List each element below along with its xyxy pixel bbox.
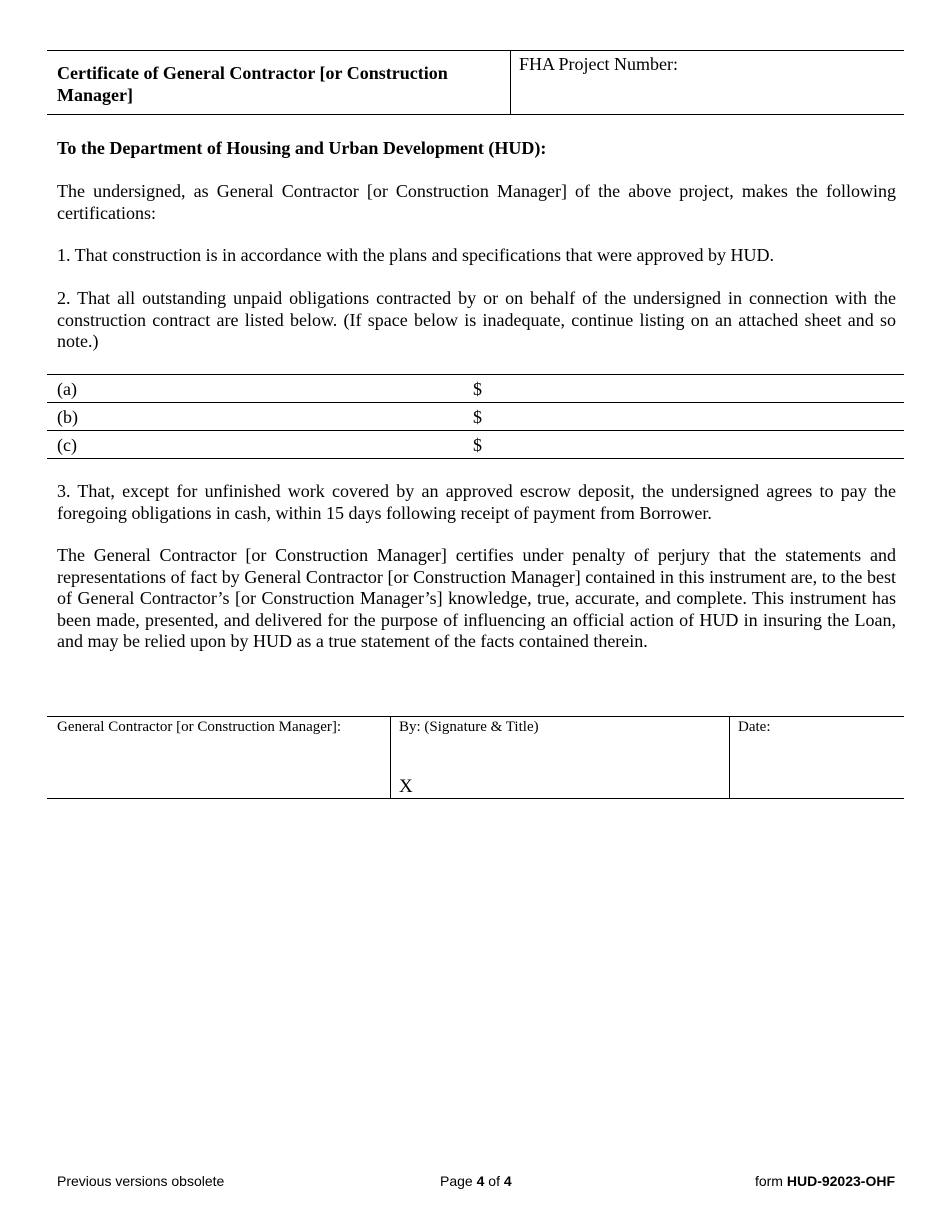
page-total: 4 [503, 1173, 512, 1189]
signature-table [47, 716, 904, 799]
fha-project-number-label: FHA Project Number: [519, 54, 678, 74]
header-table [47, 50, 904, 115]
obligation-row[interactable] [47, 431, 904, 459]
page-of: of [484, 1173, 504, 1189]
addressee: To the Department of Housing and Urban Development (HUD): [57, 138, 547, 158]
obligation-amount[interactable]: $ [473, 435, 482, 455]
footer-form-number [755, 1172, 895, 1190]
contractor-label: General Contractor [or Construction Manager]: [57, 719, 342, 735]
page-current: 4 [476, 1173, 485, 1189]
date-field[interactable] [730, 717, 904, 798]
obligation-label: (b) [57, 407, 78, 427]
signature-field[interactable] [391, 717, 730, 798]
obligation-row[interactable] [47, 403, 904, 431]
date-label: Date: [738, 719, 771, 735]
contractor-name-field[interactable] [47, 717, 391, 798]
obligation-label: (c) [57, 435, 77, 455]
intro-paragraph: The undersigned, as General Contractor [or Construction Manager] of the above project, makes the following certifications: [57, 181, 896, 223]
footer-page-number [440, 1172, 512, 1190]
certification-item-2: 2. That all outstanding unpaid obligations contracted by or on behalf of the undersigned in connection with the construction contract are listed below. (If space below is inadequate, continue listing on an attached sheet and so note.) [57, 288, 896, 351]
obligations-table [47, 374, 904, 459]
obligation-amount[interactable]: $ [473, 379, 482, 399]
signature-label: By: (Signature & Title) [399, 719, 539, 735]
obligation-row[interactable] [47, 375, 904, 403]
perjury-certification: The General Contractor [or Construction Manager] certifies under penalty of perjury that the statements and representations of fact by General Contractor [or Construction Manager] contained in this instrument are, to the best of General Contractor’s [or Construction Manager’s] knowledge, true, accurate, and complete. This instrument has been made, presented, and delivered for the purpose of influencing an official action of HUD in insuring the Loan, and may be relied upon by HUD as a true statement of the facts contained therein. [57, 545, 896, 651]
footer-obsolete-note: Previous versions obsolete [57, 1173, 225, 1189]
page-prefix: Page [440, 1173, 477, 1189]
form-title: Certificate of General Contractor [or Construction Manager] [47, 51, 511, 114]
certification-item-3: 3. That, except for unfinished work covered by an approved escrow deposit, the undersigned agrees to pay the foregoing obligations in cash, within 15 days following receipt of payment from Borrower. [57, 481, 896, 523]
fha-project-number-field[interactable] [511, 51, 904, 114]
signature-x-mark: X [399, 776, 413, 797]
form-prefix: form [754, 1173, 787, 1189]
obligation-label: (a) [57, 379, 77, 399]
form-number: HUD-92023-OHF [786, 1173, 895, 1189]
obligation-amount[interactable]: $ [473, 407, 482, 427]
certification-item-1: 1. That construction is in accordance with the plans and specifications that were approved by HUD. [57, 245, 774, 265]
